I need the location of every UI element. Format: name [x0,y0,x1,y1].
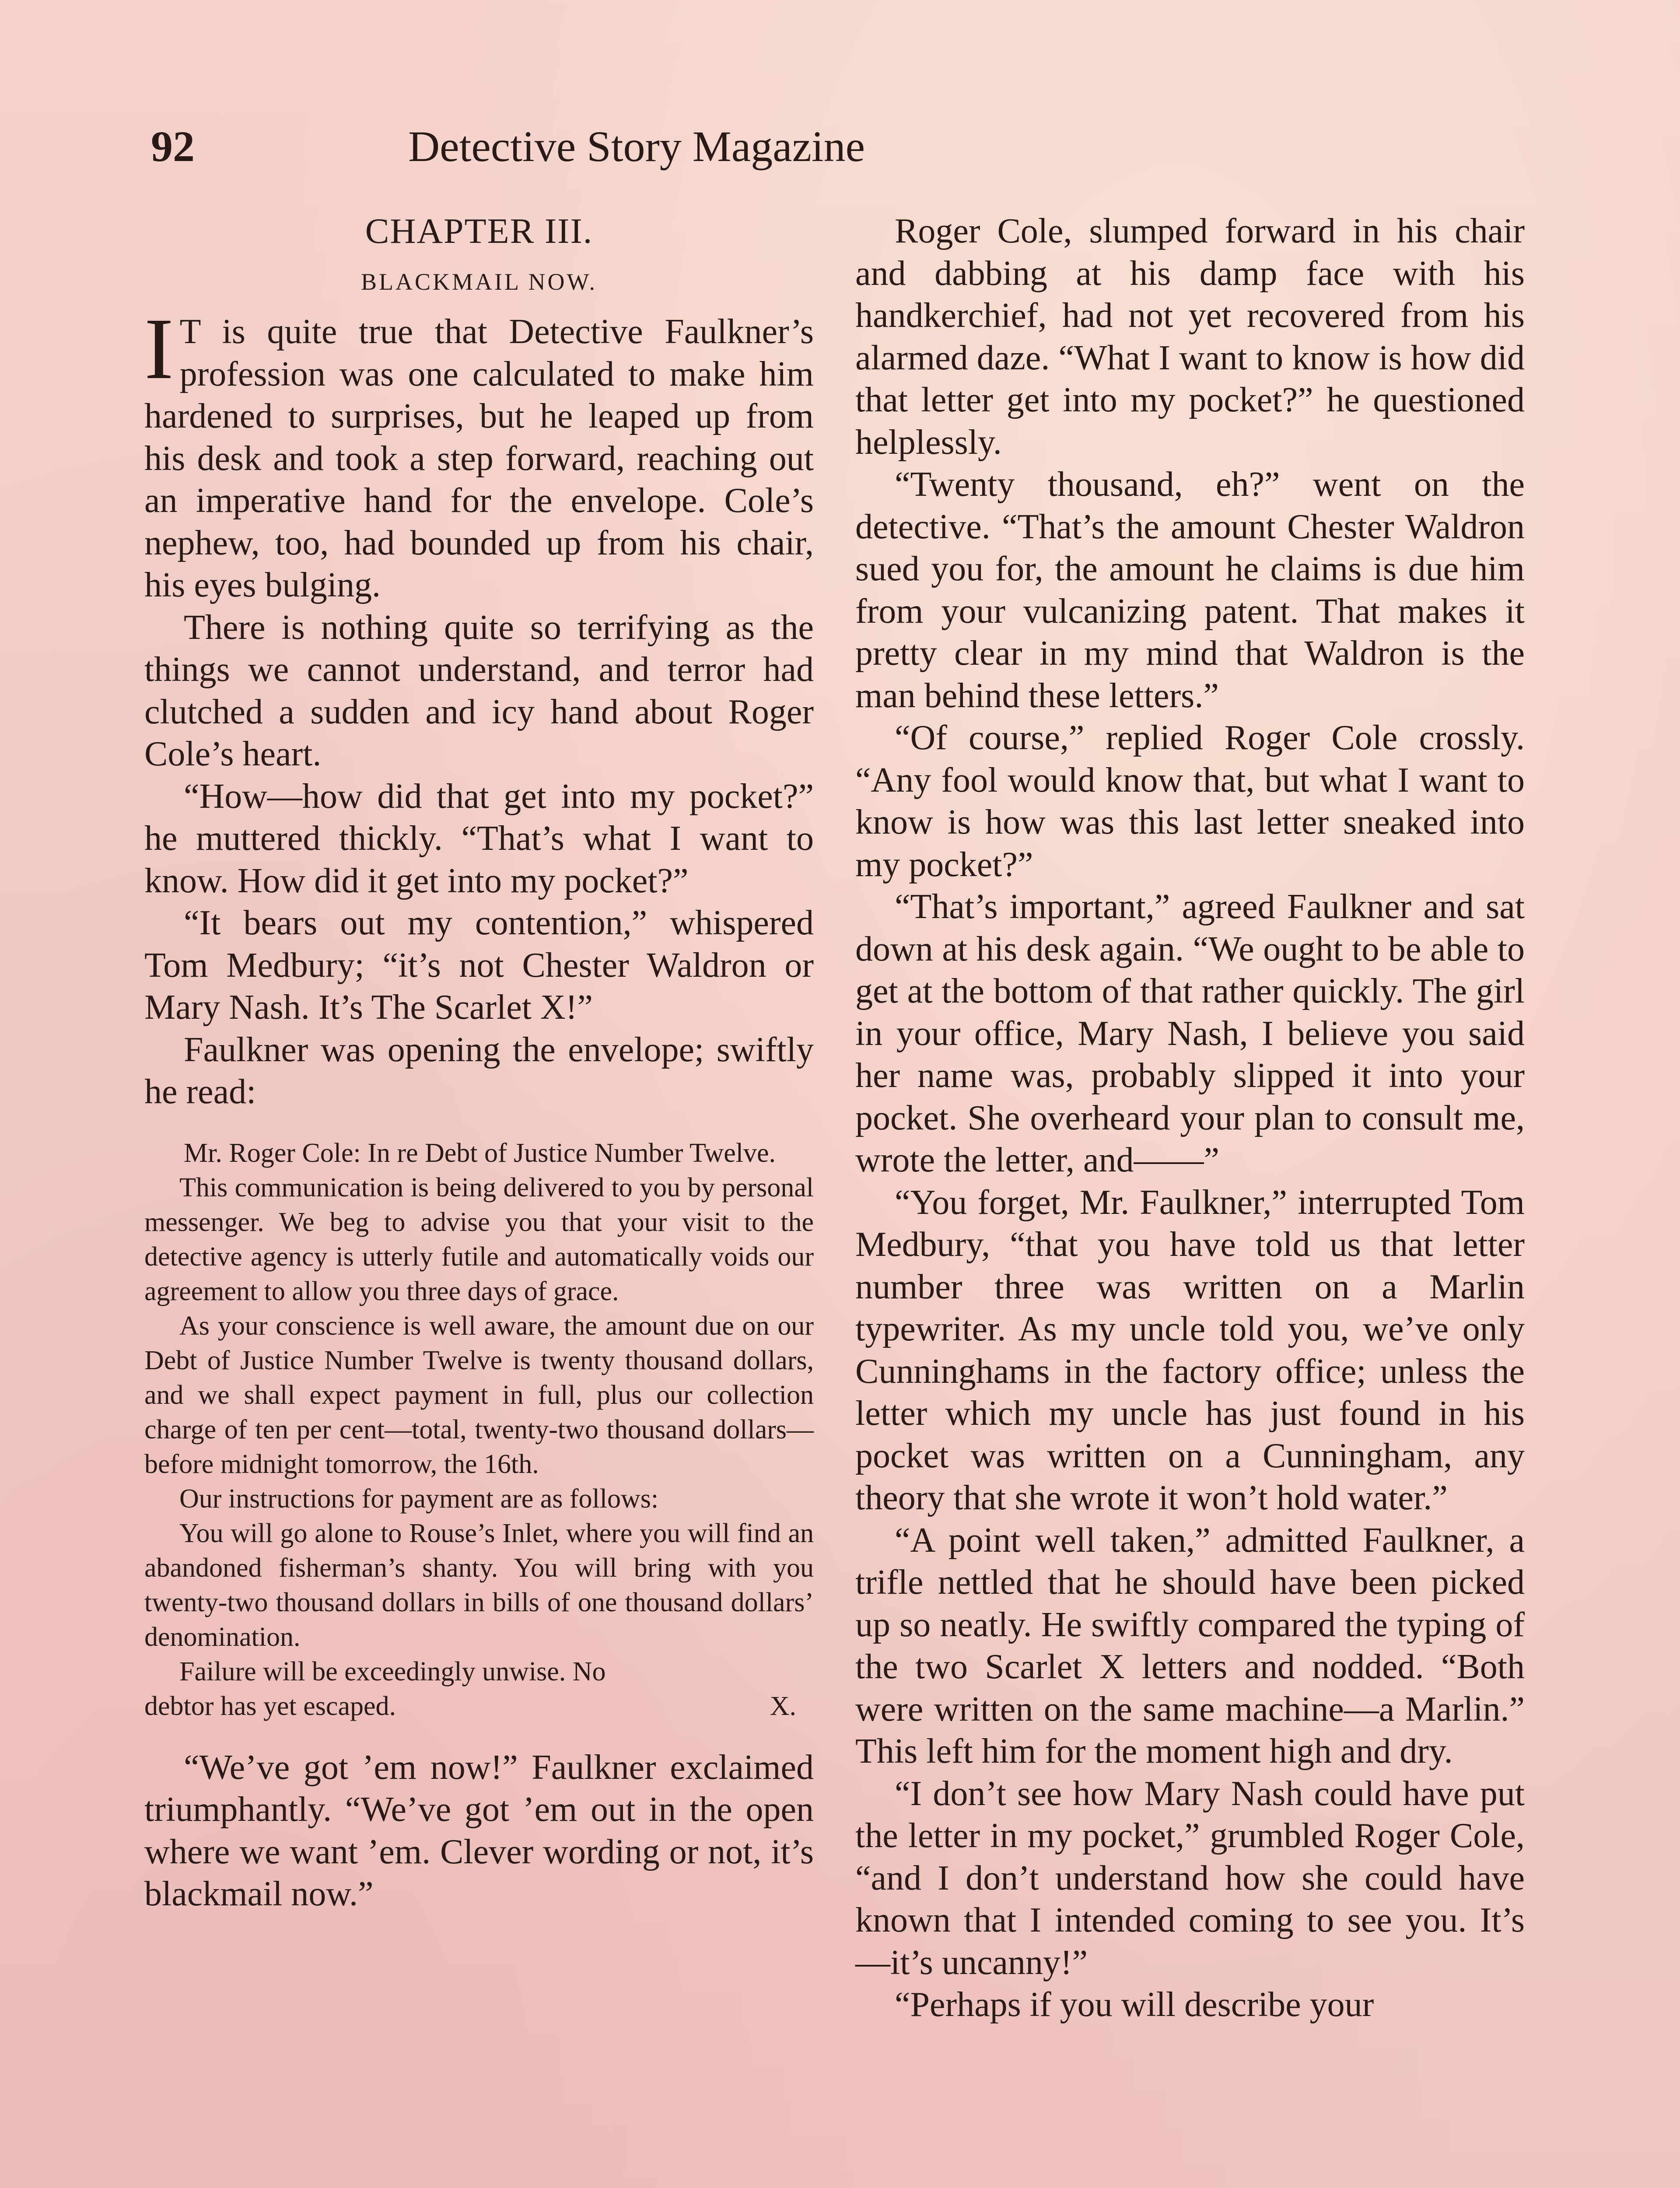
body-paragraph: “A point well taken,” admitted Faulkner, a trifle nettled that he should have been picked up so neatly. He swiftly compared the typing of the two Scarlet X letters and nodded. “Both were written on the same machine—a Marlin.” This left him for the moment high and dry. [855,1521,1525,1771]
letter-closing-line [144,1689,814,1724]
body-paragraph: Roger Cole, slumped forward in his chair and dabbing at his damp face with his handkerchief, had not yet recovered from his alarmed daze. “What I want to know is how did that letter get into my pocket?” he questioned helplessly. [855,212,1525,462]
letter-signature: X. [770,1691,796,1721]
opening-paragraph [144,301,814,607]
body-paragraph: Faulkner was opening the envelope; swiftly he read: [144,1030,814,1111]
letter-paragraph: As your conscience is well aware, the amount due on our Debt of Justice Number Twelve is twenty thousand dollars, and we shall expect payment in full, plus our collection charge of ten per cent—total, twenty-two thousand dollars—before midnight tomorrow, the 16th. [144,1311,814,1479]
right-column [855,210,1525,2026]
letter-closing: Failure will be exceedingly unwise. No [179,1656,606,1687]
letter-paragraph: You will go alone to Rouse’s Inlet, where you will find an abandoned fisherman’s shanty. You will bring with you twenty-two thousand dollars in bills of one thousand dollars’ denomination. [144,1518,814,1652]
page-number: 92 [151,122,195,171]
body-paragraph: “That’s important,” agreed Faulkner and sat down at his desk again. “We ought to be able to get at the bottom of that rather quickly. The girl in your office, Mary Nash, I believe you said her name was, probably slipped it into your pocket. She overheard your plan to consult me, wrote the letter, and——” [855,887,1525,1179]
body-paragraph: “We’ve got ’em now!” Faulkner exclaimed triumphantly. “We’ve got ’em out in the open where we want ’em. Clever wording or not, it’s blackmail now.” [144,1748,814,1913]
page-header [151,122,1122,195]
blackmail-letter [144,1136,814,1724]
drop-cap: I [144,301,174,397]
letter-closing-text: debtor has yet escaped. [144,1691,396,1721]
chapter-subtitle: BLACKMAIL NOW. [361,269,597,295]
body-paragraph: “I don’t see how Mary Nash could have put the letter in my pocket,” grumbled Roger Cole, “and I don’t understand how she could have known that I intended coming to see you. It’s —it’s uncanny!” [855,1774,1525,1982]
letter-paragraph: This communication is being delivered to you by personal messenger. We beg to advise you that your visit to the detective agency is utterly futile and automatically voids our agreement to allow you three days of grace. [144,1172,814,1306]
body-paragraph: There is nothing quite so terrifying as the things we cannot understand, and terror had clutched a sudden and icy hand about Roger Cole’s heart. [144,608,814,773]
body-paragraph: “Perhaps if you will describe your [895,1985,1374,2024]
body-paragraph: “Of course,” replied Roger Cole crossly. “Any fool would know that, but what I want to know is how was this last letter sneaked into my pocket?” [855,719,1525,884]
letter-salutation: Mr. Roger Cole: In re Debt of Justice Number Twelve. [184,1138,776,1168]
letter-paragraph: Our instructions for payment are as follows: [179,1483,659,1514]
body-paragraph: “How—how did that get into my pocket?” he muttered thickly. “That’s what I want to know. How did it get into my pocket?” [144,777,814,900]
left-column [144,210,814,1915]
body-paragraph: “It bears out my contention,” whispered Tom Medbury; “it’s not Chester Waldron or Mary Nash. It’s The Scarlet X!” [144,904,814,1027]
magazine-title: Detective Story Magazine [408,122,865,171]
body-paragraph: “Twenty thousand, eh?” went on the detective. “That’s the amount Chester Waldron sued you for, the amount he claims is due him from your vulcanizing patent. That makes it pretty clear in my mind that Waldron is the man behind these letters.” [855,465,1525,715]
chapter-title: CHAPTER III. [365,211,593,251]
body-paragraph: “You forget, Mr. Faulkner,” interrupted Tom Medbury, “that you have told us that letter number three was written on a Marlin typewriter. As my uncle told you, we’ve only Cunninghams in the factory office; unless the letter which my uncle has just found in his pocket was written on a Cunningham, any theory that she wrote it won’t hold water.” [855,1183,1525,1517]
opening-paragraph-text: T is quite true that Detective Faulkner’s profession was one calculated to make him hardened to surprises, but he leaped up from his desk and took a step forward, reaching out an imperative hand for the envelope. Cole’s nephew, too, had bounded up from his chair, his eyes bulging. [144,312,814,604]
